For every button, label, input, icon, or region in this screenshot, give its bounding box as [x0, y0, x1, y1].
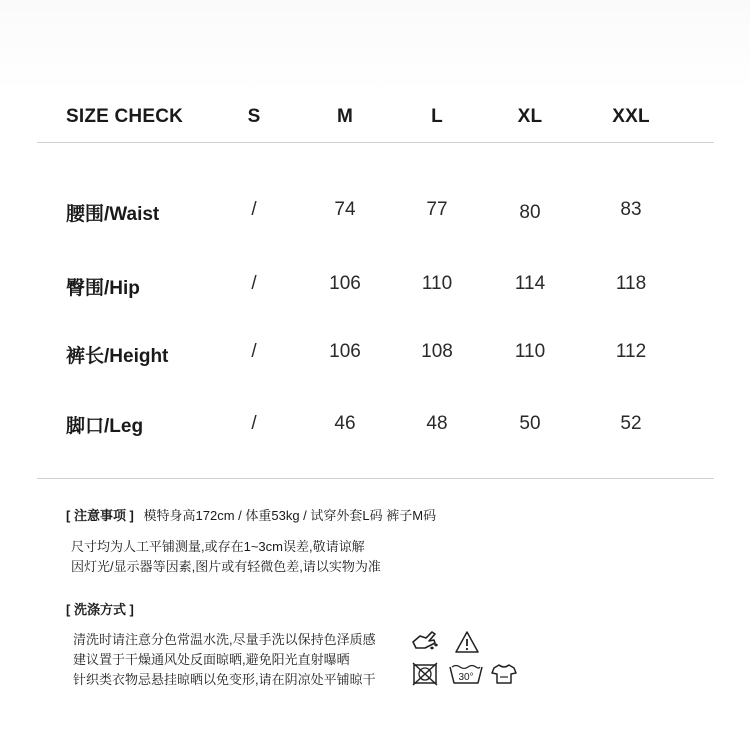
table-cell: 50 — [519, 413, 541, 434]
table-row — [0, 273, 750, 301]
table-header — [0, 106, 750, 134]
table-cell: 48 — [426, 413, 448, 434]
table-row — [0, 341, 750, 369]
table-cell: / — [251, 273, 257, 294]
table-bottom-divider — [37, 478, 714, 479]
model-note — [66, 506, 436, 526]
header-size-l: L — [431, 106, 443, 127]
no-tumble-dry-icon — [412, 662, 438, 686]
header-divider — [37, 142, 714, 143]
table-cell: / — [251, 413, 257, 434]
table-row — [0, 411, 750, 439]
table-cell: 106 — [329, 341, 361, 362]
model-info: 模特身高172cm / 体重53kg / 试穿外套L码 裤子M码 — [143, 508, 437, 523]
row-label: 裤长/Height — [66, 346, 169, 367]
hand-wash-icon — [410, 628, 440, 654]
table-cell: 110 — [421, 273, 453, 294]
measure-note-2: 因灯光/显示器等因素,图片或有轻微色差,请以实物为准 — [71, 559, 381, 574]
header-size-xxl: XXL — [612, 106, 650, 127]
row-label: 脚口/Leg — [66, 416, 144, 437]
table-cell: 80 — [519, 202, 541, 223]
wash-note-2: 建议置于干燥通风处反面晾晒,避免阳光直射曝晒 — [73, 652, 350, 667]
table-cell: / — [251, 199, 257, 220]
table-cell: 112 — [615, 341, 647, 362]
header-size-xl: XL — [517, 106, 543, 127]
table-cell: 46 — [334, 413, 356, 434]
care-icons — [408, 628, 528, 692]
row-label: 腰围/Waist — [66, 204, 160, 225]
table-cell: 114 — [514, 273, 546, 294]
row-label: 臀围/Hip — [66, 278, 140, 299]
table-cell: 74 — [334, 199, 356, 220]
wash-30-icon — [448, 662, 484, 686]
measure-note-1: 尺寸均为人工平铺测量,或存在1~3cm误差,敬请谅解 — [71, 539, 365, 554]
table-cell: 77 — [426, 199, 448, 220]
table-cell: 52 — [620, 413, 642, 434]
header-size-m: M — [336, 106, 354, 127]
notes-title: [ 注意事项 ] — [66, 508, 134, 523]
flat-dry-icon — [490, 662, 518, 686]
top-band — [0, 0, 750, 92]
table-cell: 83 — [620, 199, 642, 220]
wash-note-3: 针织类衣物忌悬挂晾晒以免变形,请在阴凉处平铺晾干 — [73, 672, 376, 687]
warning-triangle-icon — [454, 630, 480, 654]
table-cell: 110 — [514, 341, 546, 362]
table-cell: 108 — [421, 341, 453, 362]
table-cell: / — [251, 341, 257, 362]
size-check-title: SIZE CHECK — [66, 106, 184, 127]
table-cell: 118 — [615, 273, 647, 294]
wash-note-1: 清洗时请注意分色常温水洗,尽量手洗以保持色泽质感 — [73, 632, 376, 647]
wash-title: [ 洗涤方式 ] — [66, 602, 134, 617]
table-row — [0, 199, 750, 227]
header-size-s: S — [247, 106, 261, 127]
table-cell: 106 — [329, 273, 361, 294]
wash-temp-label: 30° — [458, 672, 474, 683]
